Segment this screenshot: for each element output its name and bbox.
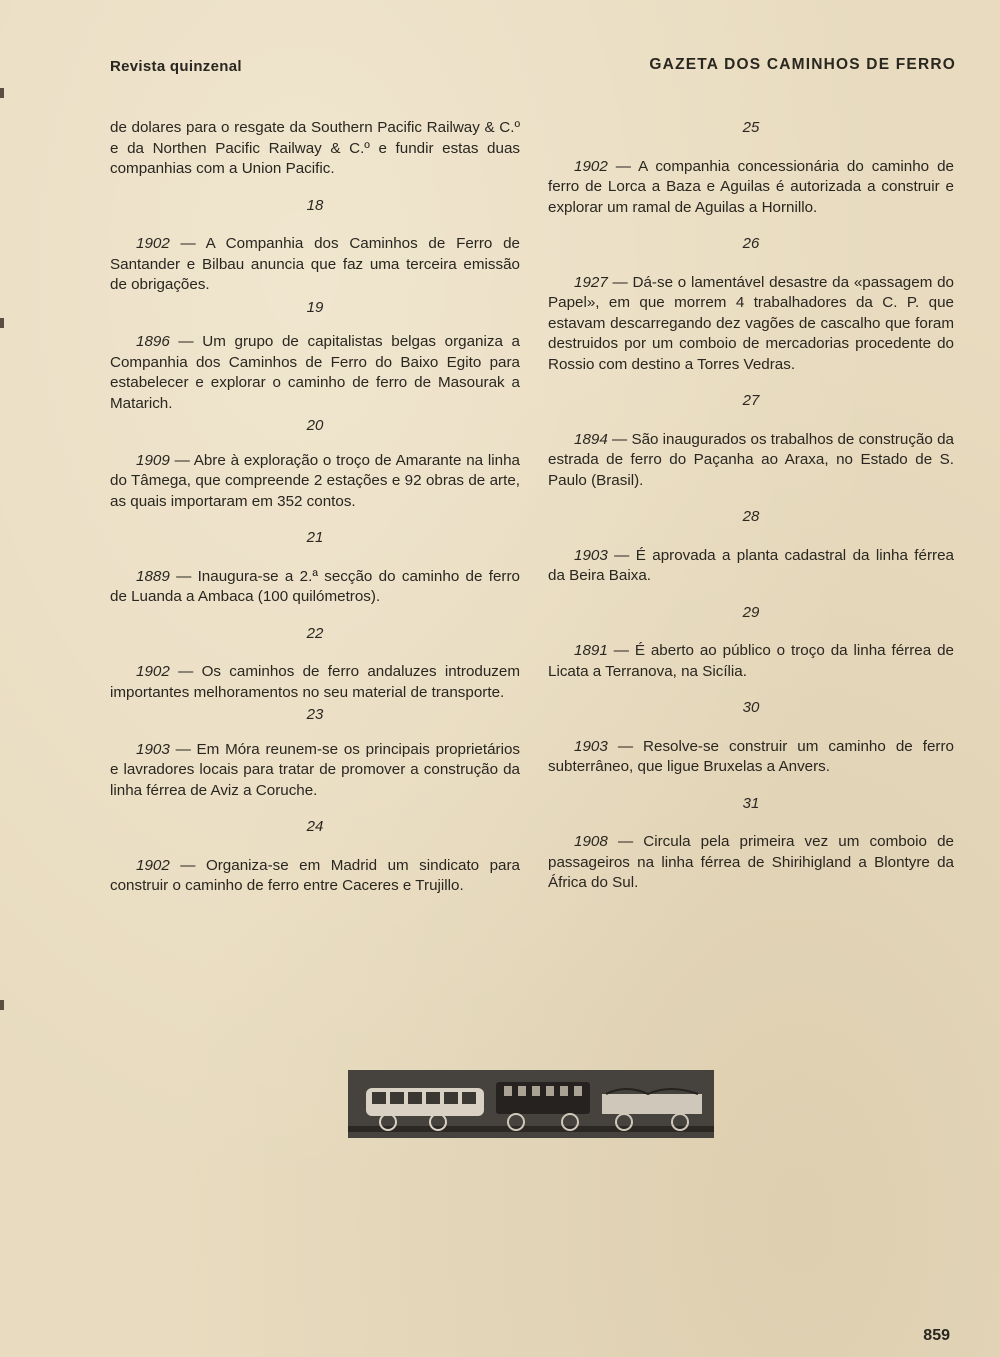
entry-text: Abre à exploração o troço de Amarante na linha do Tâmega, que compreende 2 estações e 92 obras de arte, as quais importaram em 352 contos.	[110, 451, 520, 510]
entry-text: É aprovada a planta cadastral da linha férrea da Beira Baixa.	[548, 546, 954, 584]
entry-text: Os caminhos de ferro andaluzes introduzem importantes melhoramentos no seu material de transporte.	[110, 663, 520, 701]
entry-paragraph: 1903 — É aprovada a planta cadastral da linha férrea da Beira Baixa.	[548, 546, 954, 584]
entry-paragraph: 1903 — Resolve-se construir um caminho de ferro subterrâneo, que ligue Bruxelas a Anvers.	[548, 737, 954, 775]
entry-year: 1902	[574, 157, 608, 175]
entry-year: 1902	[136, 663, 170, 680]
day-number: 18	[306, 196, 324, 214]
entry-text: Um grupo de capitalistas belgas organiza a Companhia dos Caminhos de Ferro do Baixo Egito para estabelecer e explorar o caminho de ferro de Masourak a Matarich.	[110, 333, 520, 412]
entry-text: A Companhia dos Caminhos de Ferro de Santander e Bilbau anuncia que faz uma terceira emissão de obrigações.	[110, 235, 520, 293]
entry-text: Dá-se o lamentável desastre da «passagem do Papel», em que morrem 4 trabalhadores da C. P. que estavam descarregando dez vagões de cascalho que foram destruidos por um comboio de mercadorias procedente do Rossio com destino a Torres Vedras.	[548, 273, 954, 373]
entry-year: 1903	[574, 737, 608, 755]
entry-text: É aberto ao público o troço da linha férrea de Licata a Terranova, na Sicília.	[548, 642, 954, 680]
day-number: 19	[306, 298, 324, 316]
entry-text: Inaugura-se a 2.ª secção do caminho de ferro de Luanda a Ambaca (100 quilómetros).	[110, 567, 520, 605]
entry-text: Em Móra reunem-se os principais proprietários e lavradores locais para tratar de promover a construção da linha férrea de Aviz a Coruche.	[110, 740, 520, 799]
day-number: 22	[306, 624, 324, 642]
entry-year: 1909	[136, 451, 170, 469]
entry-text: A companhia concessionária do caminho de ferro de Lorca a Baza e Aguilas é autorizada a construir e explorar um ramal de Aguilas a Hornillo.	[548, 157, 954, 216]
entry-paragraph: 1902 — Os caminhos de ferro andaluzes introduzem importantes melhoramentos no seu material de transporte.	[110, 663, 520, 701]
day-number: 28	[742, 508, 760, 525]
train-drawing	[348, 1070, 714, 1138]
entry-year: 1902	[136, 856, 170, 874]
running-header-right: GAZETA DOS CAMINHOS DE FERRO	[649, 56, 956, 73]
day-number: 30	[742, 699, 760, 716]
day-number: 31	[742, 794, 760, 812]
continued-paragraph: de dolares para o resgate da Southern Pacific Railway & C.º e da Northen Pacific Railway & C.º e fundir estas duas companhias com a Union Pacific.	[110, 119, 520, 177]
day-number: 26	[742, 235, 760, 252]
entry-text: São inaugurados os trabalhos de construção da estrada de ferro do Paçanha ao Araxa, no Estado de S. Paulo (Brasil).	[548, 430, 954, 489]
page-number: 859	[923, 1327, 950, 1344]
entry-text: Resolve-se construir um caminho de ferro subterrâneo, que ligue Bruxelas a Anvers.	[548, 737, 954, 775]
entry-year: 1903	[574, 546, 608, 564]
entry-year: 1908	[574, 833, 608, 850]
entry-paragraph: 1909 — Abre à exploração o troço de Amarante na linha do Tâmega, que compreende 2 estações e 92 obras de arte, as quais importaram em 352 contos.	[110, 451, 520, 510]
entry-paragraph: 1903 — Em Móra reunem-se os principais proprietários e lavradores locais para tratar de promover a construção da linha férrea de Aviz a Coruche.	[110, 740, 520, 799]
rail-track	[348, 1126, 714, 1132]
right-column	[548, 118, 954, 894]
margin-mark	[0, 318, 4, 328]
entry-paragraph: 1908 — Circula pela primeira vez um comboio de passageiros na linha férrea de Shirihigland a Blontyre da África do Sul.	[548, 833, 954, 891]
train-illustration	[348, 1070, 714, 1138]
entry-text: Organiza-se em Madrid um sindicato para construir o caminho de ferro entre Caceres e Trujillo.	[110, 856, 520, 894]
entry-text: Circula pela primeira vez um comboio de passageiros na linha férrea de Shirihigland a Blontyre da África do Sul.	[548, 833, 954, 891]
margin-mark	[0, 88, 4, 98]
entry-paragraph: 1902 — A Companhia dos Caminhos de Ferro de Santander e Bilbau anuncia que faz uma terceira emissão de obrigações.	[110, 235, 520, 293]
entry-year: 1894	[574, 430, 608, 448]
entry-paragraph: 1902 — A companhia concessionária do caminho de ferro de Lorca a Baza e Aguilas é autorizada a construir e explorar um ramal de Aguilas a Hornillo.	[548, 157, 954, 216]
entry-year: 1903	[136, 740, 170, 758]
day-number: 29	[742, 603, 760, 621]
entry-paragraph: 1894 — São inaugurados os trabalhos de construção da estrada de ferro do Paçanha ao Araxa, no Estado de S. Paulo (Brasil).	[548, 430, 954, 489]
left-column	[110, 118, 520, 897]
entry-year: 1889	[136, 567, 170, 585]
day-number: 25	[742, 119, 760, 136]
margin-mark	[0, 1000, 4, 1010]
day-number: 27	[742, 392, 760, 409]
day-number: 21	[306, 529, 324, 546]
day-number: 20	[306, 417, 324, 434]
entry-paragraph: 1902 — Organiza-se em Madrid um sindicato para construir o caminho de ferro entre Caceres e Trujillo.	[110, 856, 520, 894]
entry-paragraph: 1889 — Inaugura-se a 2.ª secção do caminho de ferro de Luanda a Ambaca (100 quilómetros).	[110, 567, 520, 605]
entry-year: 1896	[136, 333, 170, 350]
running-header-left: Revista quinzenal	[110, 58, 242, 75]
day-number: 24	[306, 818, 324, 835]
entry-paragraph: 1927 — Dá-se o lamentável desastre da «passagem do Papel», em que morrem 4 trabalhadores da C. P. que estavam descarregando dez vagões de cascalho que foram destruidos por um comboio de mercadorias procedente do Rossio com destino a Torres Vedras.	[548, 273, 954, 373]
entry-year: 1891	[574, 642, 608, 659]
entry-paragraph: 1896 — Um grupo de capitalistas belgas organiza a Companhia dos Caminhos de Ferro do Baixo Egito para estabelecer e explorar o caminho de ferro de Masourak a Matarich.	[110, 333, 520, 412]
entry-year: 1927	[574, 273, 608, 291]
entry-paragraph: 1891 — É aberto ao público o troço da linha férrea de Licata a Terranova, na Sicília.	[548, 642, 954, 680]
entry-year: 1902	[136, 235, 170, 252]
day-number: 23	[306, 706, 324, 723]
